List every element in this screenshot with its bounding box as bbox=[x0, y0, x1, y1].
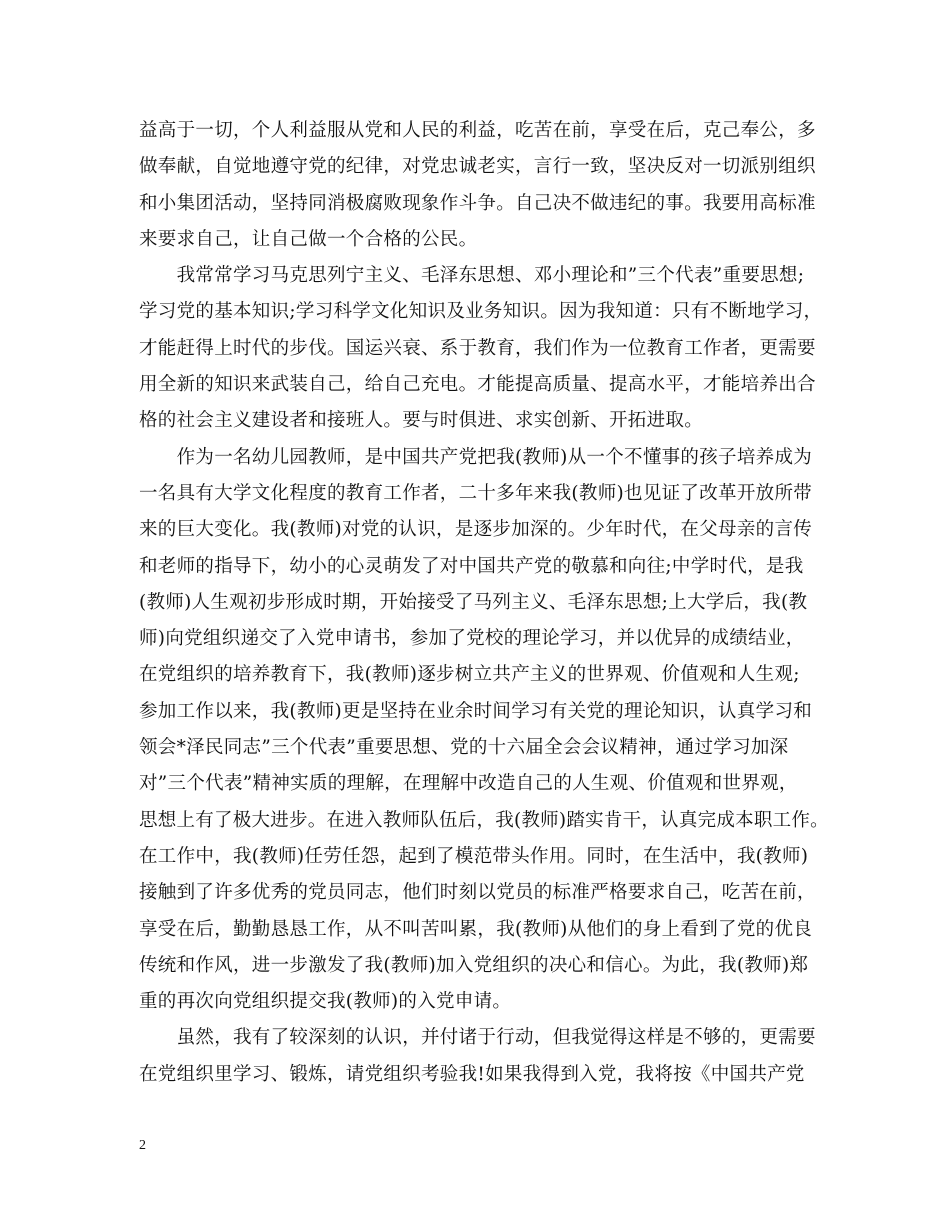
text-line: 领会*泽民同志”三个代表”重要思想、党的十六届全会会议精神，通过学习加深 bbox=[139, 737, 789, 759]
text-line: 益高于一切，个人利益服从党和人民的利益，吃苦在前，享受在后，克己奉公，多 bbox=[139, 120, 816, 141]
text-line: 在工作中，我(教师)任劳任怨，起到了模范带头作用。同时，在生活中，我(教师) bbox=[139, 845, 809, 867]
text-line: 重的再次向党组织提交我(教师)的入党申请。 bbox=[139, 991, 512, 1013]
page-number: 2 bbox=[139, 1138, 146, 1153]
text-line: 思想上有了极大进步。在进入教师队伍后，我(教师)踏实肯干，认真完成本职工作。 bbox=[139, 809, 829, 831]
text-line: 格的社会主义建设者和接班人。要与时俱进、求实创新、开拓进取。 bbox=[139, 410, 704, 432]
text-line: 虽然，我有了较深刻的认识，并付诸于行动，但我觉得这样是不够的，更需要 bbox=[139, 1027, 816, 1049]
text-line: 我常常学习马克思列宁主义、毛泽东思想、邓小理论和”三个代表”重要思想; bbox=[139, 265, 805, 287]
text-line: 用全新的知识来武装自己，给自己充电。才能提高质量、提高水平，才能培养出合 bbox=[139, 374, 816, 396]
text-line: 传统和作风，进一步激发了我(教师)加入党组织的决心和信心。为此，我(教师)郑 bbox=[139, 954, 809, 976]
text-line: 来要求自己，让自己做一个合格的公民。 bbox=[139, 228, 478, 250]
text-line: 来的巨大变化。我(教师)对党的认识，是逐步加深的。少年时代，在父母亲的言传 bbox=[139, 519, 813, 541]
text-line: 一名具有大学文化程度的教育工作者，二十多年来我(教师)也见证了改革开放所带 bbox=[139, 482, 813, 504]
text-line: 作为一名幼儿园教师，是中国共产党把我(教师)从一个不懂事的孩子培养成为 bbox=[139, 446, 813, 468]
text-line: 才能赶得上时代的步伐。国运兴衰、系于教育，我们作为一位教育工作者，更需要 bbox=[139, 337, 816, 359]
text-line: 和老师的指导下，幼小的心灵萌发了对中国共产党的敬慕和向往;中学时代，是我 bbox=[139, 555, 804, 577]
text-line: 学习党的基本知识;学习科学文化知识及业务知识。因为我知道：只有不断地学习， bbox=[139, 301, 823, 323]
text-line: 参加工作以来，我(教师)更是坚持在业余时间学习有关党的理论知识，认真学习和 bbox=[139, 700, 813, 722]
text-line: 做奉献，自觉地遵守党的纪律，对党忠诚老实，言行一致，坚决反对一切派别组织 bbox=[139, 156, 816, 178]
document-body bbox=[139, 113, 829, 1093]
text-line: 在党组织的培养教育下，我(教师)逐步树立共产主义的世界观、价值观和人生观; bbox=[139, 664, 800, 686]
text-line: 在党组织里学习、锻炼，请党组织考验我!如果我得到入党，我将按《中国共产党 bbox=[139, 1063, 805, 1085]
text-line: (教师)人生观初步形成时期，开始接受了马列主义、毛泽东思想;上大学后，我(教 bbox=[139, 591, 808, 613]
text-line: 对”三个代表”精神实质的理解，在理解中改造自己的人生观、价值观和世界观， bbox=[139, 773, 798, 795]
text-line: 享受在后，勤勤恳恳工作，从不叫苦叫累，我(教师)从他们的身上看到了党的优良 bbox=[139, 918, 813, 940]
text-line: 师)向党组织递交了入党申请书，参加了党校的理论学习，并以优异的成绩结业， bbox=[139, 628, 805, 650]
text-line: 和小集团活动，坚持同消极腐败现象作斗争。自己决不做违纪的事。我要用高标准 bbox=[139, 192, 816, 214]
text-line: 接触到了许多优秀的党员同志，他们时刻以党员的标准严格要求自己，吃苦在前， bbox=[139, 882, 816, 904]
